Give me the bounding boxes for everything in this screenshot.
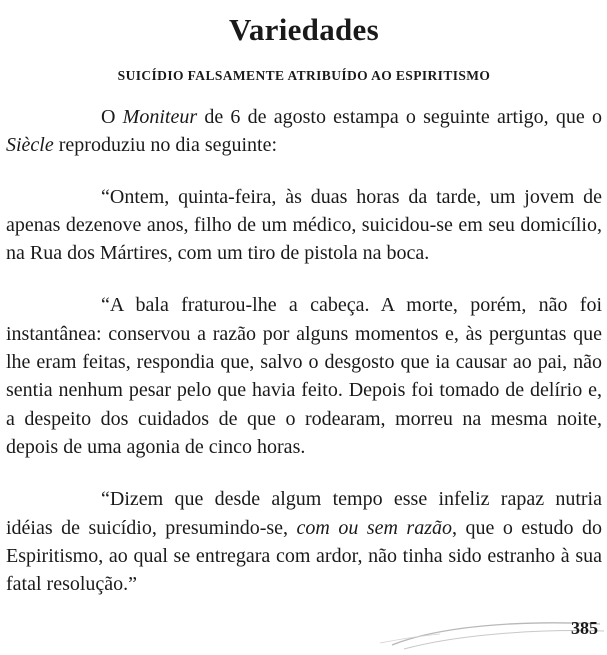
- paragraph-1-italic-moniteur: Moniteur: [122, 106, 198, 128]
- document-page: [6, 0, 602, 598]
- page-number: 385: [571, 618, 598, 638]
- paragraph-2: “Ontem, quinta-feira, às duas horas da tarde, um jovem de apenas dezenove anos, filho de um médico, suicidou-se em seu domicílio, na Rua dos Mártires, com um tiro de pistola na boca.: [6, 185, 602, 265]
- page-footer: [0, 612, 607, 655]
- paragraph-1-text-b: de 6 de agosto estampa o seguinte artigo, que o: [197, 106, 602, 128]
- paragraph-4-text-b: , que o estudo do Espiritismo, ao qual se entregara com ardor, não tinha sido estranho à sua fatal resolução.”: [6, 516, 602, 596]
- paragraph-3: “A bala fraturou-lhe a cabeça. A morte, porém, não foi instantânea: conservou a razão por alguns momentos e, às perguntas que lhe eram feitas, respondia que, salvo o desgosto que ia causar ao pai, não sentia nenhum pesar pelo que havia feito. Depois foi tomado de delírio e, a despeito dos cuidados de que o rodearam, morreu na mesma noite, depois de uma agonia de cinco horas.: [6, 294, 602, 458]
- paragraph-1-text-a: O: [101, 106, 123, 128]
- paragraph-4-italic-phrase: com ou sem razão: [296, 516, 452, 539]
- paragraph-1-text-c: reproduziu no dia seguinte:: [53, 134, 278, 157]
- page-title: Variedades: [229, 12, 379, 47]
- paragraph-1-italic-siecle: Siècle: [6, 134, 54, 157]
- paragraph-4-text-a: “Dizem que desde algum tempo esse infeliz rapaz nutria idéias de suicídio, presumindo-se,: [6, 488, 602, 539]
- article-subtitle: SUICÍDIO FALSAMENTE ATRIBUÍDO AO ESPIRITISMO: [117, 68, 491, 83]
- paragraph-1: [6, 103, 602, 160]
- decorative-swoosh: [0, 612, 607, 655]
- paragraph-4: [6, 485, 602, 598]
